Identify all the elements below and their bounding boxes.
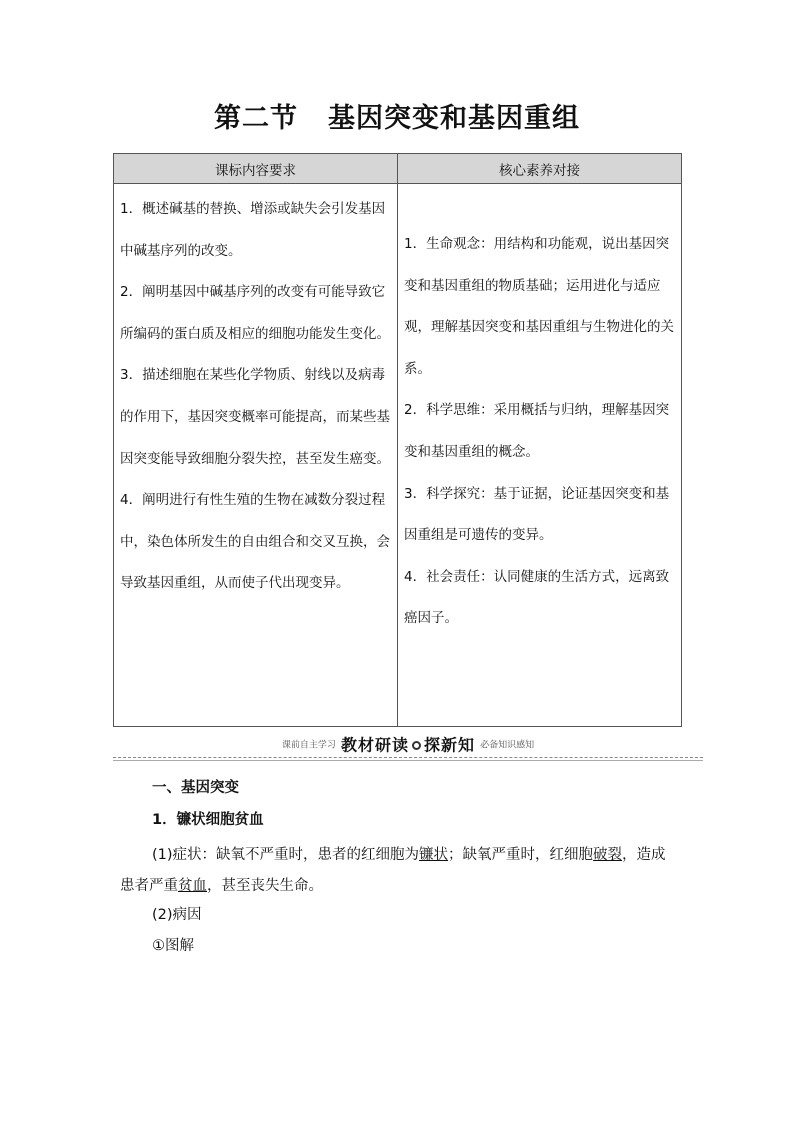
symptom-text-3: ，造成患者严重 (120, 847, 666, 894)
header-core-competencies: 核心素养对接 (398, 154, 682, 184)
section-number: 第二节 (214, 103, 298, 134)
requirement-item-2: 2．阐明基因中碱基序列的改变有可能导致它所编码的蛋白质及相应的细胞功能发生变化。 (120, 284, 390, 342)
competency-item-4: 4．社会责任：认同健康的生活方式，远离致癌因子。 (404, 568, 670, 627)
requirement-item-3: 3．描述细胞在某些化学物质、射线以及病毒的作用下，基因突变概率可能提高，而某些基因突变能导致细胞分裂失控，甚至发生癌变。 (120, 367, 390, 467)
heading-gene-mutation: 一、基因突变 (152, 780, 239, 796)
answer-anemia: 贫血 (178, 878, 207, 894)
banner-left-label: 课前自主学习 (281, 740, 336, 751)
section-banner (113, 732, 703, 762)
symptom-text-1: (1)症状：缺氧不严重时，患者的红细胞为 (152, 847, 420, 863)
diagram-heading: ①图解 (152, 938, 194, 954)
symptom-paragraph (120, 840, 680, 902)
circle-dot-icon (412, 741, 421, 750)
heading-sickle-cell: 1．镰状细胞贫血 (152, 812, 264, 828)
page-title (0, 96, 794, 135)
banner-solid-divider (113, 760, 703, 761)
cause-heading: (2)病因 (152, 907, 202, 923)
requirement-item-1: 1．概述碱基的替换、增添或缺失会引发基因中碱基序列的改变。 (120, 201, 386, 259)
banner-right-label: 必备知识感知 (480, 740, 535, 751)
table-row (114, 184, 682, 727)
banner-content (113, 735, 703, 756)
answer-rupture: 破裂 (593, 847, 623, 863)
section-title: 基因突变和基因重组 (328, 103, 580, 134)
table-header-row (114, 154, 682, 184)
banner-title-part1: 教材研读 (340, 735, 409, 755)
competency-item-1: 1．生命观念：用结构和功能观，说出基因突变和基因重组的物质基础；运用进化与适应观，理解基因突变和基因重组与生物进化的关系。 (404, 236, 674, 377)
requirements-cell (114, 184, 398, 727)
header-curriculum-requirements: 课标内容要求 (114, 154, 398, 184)
competencies-cell (398, 184, 682, 727)
symptom-text-2: ；缺氧严重时，红细胞 (448, 847, 594, 863)
competency-item-3: 3．科学探究：基于证据，论证基因突变和基因重组是可遗传的变异。 (404, 485, 670, 544)
answer-sickle: 镰状 (419, 847, 449, 863)
banner-dashed-divider (113, 757, 703, 758)
banner-title-part2: 探新知 (424, 735, 476, 755)
standards-table (113, 153, 682, 727)
requirement-item-4: 4．阐明进行有性生殖的生物在减数分裂过程中，染色体所发生的自由组合和交叉互换，会导致基因重组，从而使子代出现变异。 (120, 492, 390, 592)
symptom-text-4: ，甚至丧失生命。 (207, 878, 323, 894)
competency-item-2: 2．科学思维：采用概括与归纳，理解基因突变和基因重组的概念。 (404, 402, 670, 460)
